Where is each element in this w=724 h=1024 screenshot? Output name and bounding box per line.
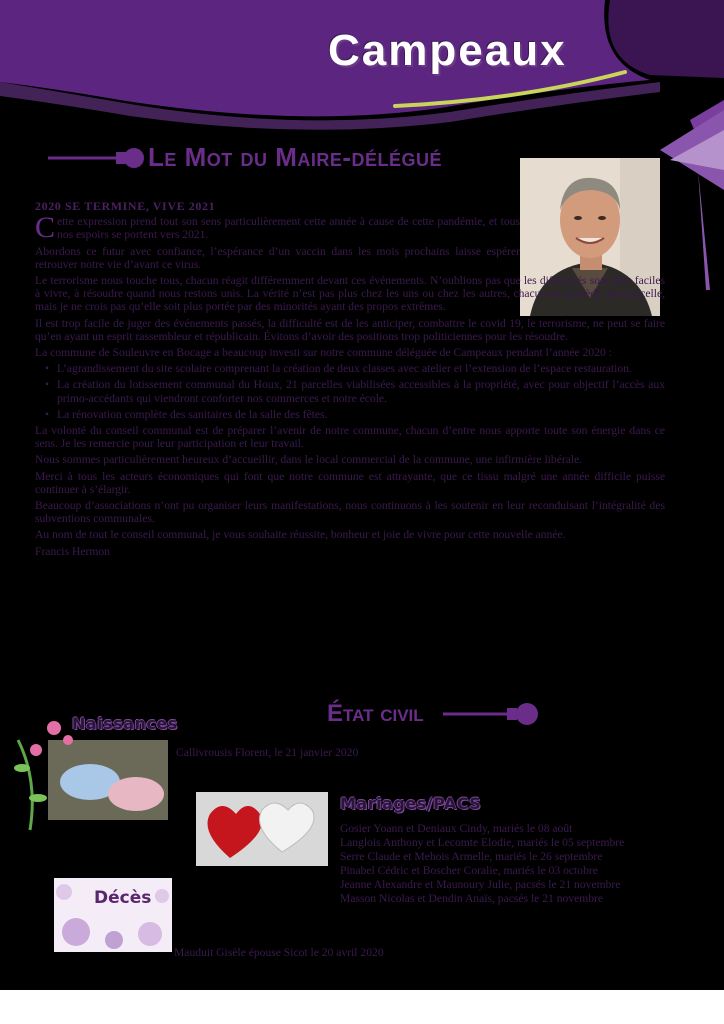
list-item: Pinabel Cédric et Boscher Coralie, mariés le 03 octobre	[340, 863, 598, 877]
message-subheading: 2020 SE TERMINE, VIVE 2021	[35, 199, 216, 213]
paragraph: Abordons ce futur avec confiance, l’espérance d’un vaccin dans les mois prochains laisse espérer retrouver notre vie d’avant ce virus.	[35, 244, 520, 271]
list-item: Langlois Anthony et Lecomte Elodie, mariés le 05 septembre	[340, 835, 625, 849]
list-item: • La rénovation complète des sanitaires de la salle des fêtes.	[57, 408, 665, 421]
pen-decoration-icon	[443, 700, 539, 728]
list-item: Masson Nicolas et Dendin Anaïs, pacsés le 21 novembre	[340, 891, 604, 905]
paragraph: Nous sommes particulièrement heureux d’accueillir, dans le local commercial de la commune, une infirmière libérale.	[35, 453, 583, 467]
list-item: • La création du lotissement communal du Houx, 21 parcelles viabilisées accessibles à la propriété, avec pour objectif l’accès aux primo-accédants qui viendront conforter nos commerces et notre école.	[57, 378, 665, 404]
paragraph-text: Le terrorisme nous touche tous, chacun réagit différemment devant ces événements. N’oublions pas que les difficultés sont plus faciles à vivre, à résoudre quand nous restons unis. La vérité n’est pas plus chez les uns ou chez les autres, chacun en possède une parcelle, mais je ne crois pas qu’elle soit plus portée par des minorités ayant des propos extrêmes.	[35, 274, 665, 314]
mariages-list	[340, 822, 624, 905]
deces-card	[54, 878, 172, 952]
naissance-entry: Callivrousis Florent, le 21 janvier 2020	[176, 746, 359, 759]
list-item: Gosier Yoann et Deniaux Cindy, mariés le 08 août	[340, 822, 573, 835]
mariages-heading: Mariages/PACS	[340, 794, 482, 813]
pen-decoration-icon	[48, 146, 144, 170]
paragraph: La commune de Souleuvre en Bocage a beaucoup investi sur notre commune déléguée de Campeaux pendant l’année 2020 :	[35, 346, 612, 360]
drop-cap: C	[35, 211, 56, 245]
investment-list	[35, 362, 665, 421]
paragraph: Merci à tous les acteurs économiques qui font que notre commune est attrayante, que ce tissu malgré une année difficile puisse continuer à s’élargir.	[35, 469, 665, 496]
town-name: Campeaux	[328, 26, 567, 75]
baby-shoes-image	[8, 720, 168, 838]
paragraph	[35, 274, 665, 314]
mayor-message	[35, 200, 665, 561]
naissances-heading: Naissances	[72, 714, 178, 733]
signature: Francis Hermon	[35, 544, 111, 558]
list-item: • L’agrandissement du site scolaire comprenant la création de deux classes avec atelier et l’extension de l’espace restauration.	[57, 362, 665, 375]
deces-entry: Mauduit Gisèle épouse Sicot le 20 avril 2020	[174, 946, 384, 959]
deces-heading: Décès	[94, 888, 152, 908]
list-item: Jeanne Alexandre et Maunoury Julie, pacsés le 21 novembre	[340, 877, 621, 891]
paragraph	[35, 211, 520, 245]
paragraph: Au nom de tout le conseil communal, je vous souhaite réussite, bonheur et joie de vivre pour cette nouvelle année.	[35, 528, 566, 542]
paragraph-text: ette expression prend tout son sens particulièrement cette année à cause de cette pandémie, et tous nos espoirs se portent vers 2021.	[57, 215, 520, 242]
paragraph: Beaucoup d’associations n’ont pu organiser leurs manifestations, nous continuons à les soutenir en leur reconduisant l’intégralité des subventions communales.	[35, 499, 665, 526]
paragraph: Il est trop facile de juger des événements passés, la difficulté est de les anticiper, combattre le covid 19, le terrorisme, ne peut se faire qu’en ayant un esprit rassembleur et républicain. Évitons d’avoir des positions trop politiciennes pour les résoudre.	[35, 316, 665, 343]
paragraph: La volonté du conseil communal est de préparer l’avenir de notre commune, chacun d’entre nous apporte toute son énergie dans ce sens. Je les remercie pour leur participation et leur travail.	[35, 424, 665, 451]
hearts-image	[196, 792, 328, 866]
etat-civil-title: État civil	[327, 700, 424, 727]
list-item: Serre Claude et Mehois Armelle, mariés le 26 septembre	[340, 849, 603, 863]
page-title: Le Mot du Maire-délégué	[148, 142, 443, 172]
